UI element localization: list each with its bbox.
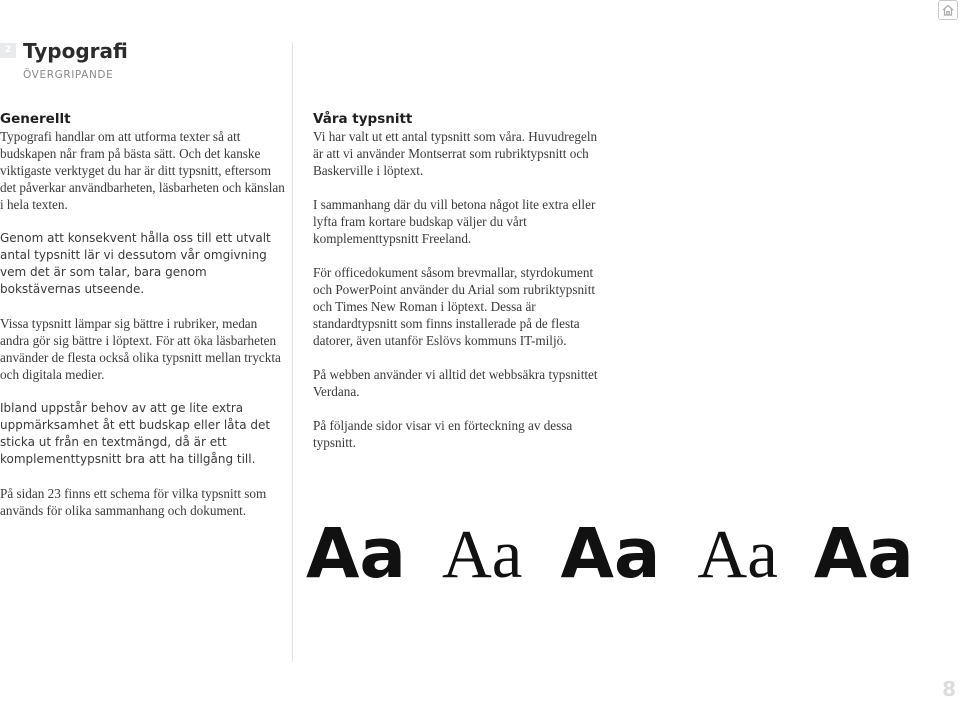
paragraph: På sidan 23 finns ett schema för vilka typsnitt som används för olika sammanhang och dokument. bbox=[0, 486, 267, 518]
paragraph: För officedokument såsom brevmallar, styrdokument och PowerPoint använder du Arial som rubriktypsnitt och Times New Roman i löptext. Dessa är standardtypsnitt som finns installerade på de flesta datorer, även utanför Eslövs kommuns IT-miljö. bbox=[313, 265, 596, 348]
left-column bbox=[0, 111, 285, 536]
paragraph: I sammanhang där du vill betona något lite extra eller lyfta fram kortare budskap väljer du vårt komplementtypsnitt Freeland. bbox=[313, 197, 596, 246]
home-icon bbox=[941, 3, 955, 17]
sample-arial: Aa bbox=[813, 514, 914, 594]
page-title: Typografi bbox=[23, 39, 128, 63]
column-divider bbox=[292, 42, 293, 662]
page-number: 8 bbox=[942, 677, 956, 701]
right-column bbox=[313, 111, 603, 468]
paragraph: Vi har valt ut ett antal typsnitt som våra. Huvudregeln är att vi använder Montserrat som rubriktypsnitt och Baskerville i löptext. bbox=[313, 129, 598, 178]
home-button[interactable] bbox=[938, 0, 958, 20]
paragraph: Vissa typsnitt lämpar sig bättre i rubriker, medan andra gör sig bättre i löptext. För att öka läsbarheten använder de flesta också olika typsnitt mellan tryckta och digitala medier. bbox=[0, 316, 281, 382]
sample-times-new-roman: Aa bbox=[697, 516, 778, 592]
chapter-number-badge: 2 bbox=[0, 43, 16, 58]
section-heading-generellt: Generellt bbox=[0, 111, 71, 127]
typeface-samples bbox=[306, 514, 914, 594]
paragraph: Genom att konsekvent hålla oss till ett utvalt antal typsnitt lär vi dessutom vår omgivning vem det är som talar, bara genom bokstävernas utseende. bbox=[0, 231, 271, 296]
paragraph: Ibland uppstår behov av att ge lite extra uppmärksamhet åt ett budskap eller låta det sticka ut från en textmängd, då är ett komplementtypsnitt bra att ha tillgång till. bbox=[0, 401, 271, 466]
sample-baskerville: Aa bbox=[441, 516, 523, 592]
sample-freeland: Aa bbox=[560, 514, 661, 594]
paragraph: På följande sidor visar vi en förteckning av dessa typsnitt. bbox=[313, 418, 573, 450]
section-heading-vara-typsnitt: Våra typsnitt bbox=[313, 111, 413, 127]
page-subtitle: ÖVERGRIPANDE bbox=[23, 69, 114, 81]
paragraph: Typografi handlar om att utforma texter så att budskapen når fram på bästa sätt. Och det kanske viktigaste verktyget du har är ditt typsnitt, eftersom det påverkar användbarheten, läsbarheten och känslan i hela texten. bbox=[0, 129, 285, 212]
paragraph: På webben använder vi alltid det webbsäkra typsnittet Verdana. bbox=[313, 367, 598, 399]
sample-montserrat: Aa bbox=[306, 514, 406, 594]
